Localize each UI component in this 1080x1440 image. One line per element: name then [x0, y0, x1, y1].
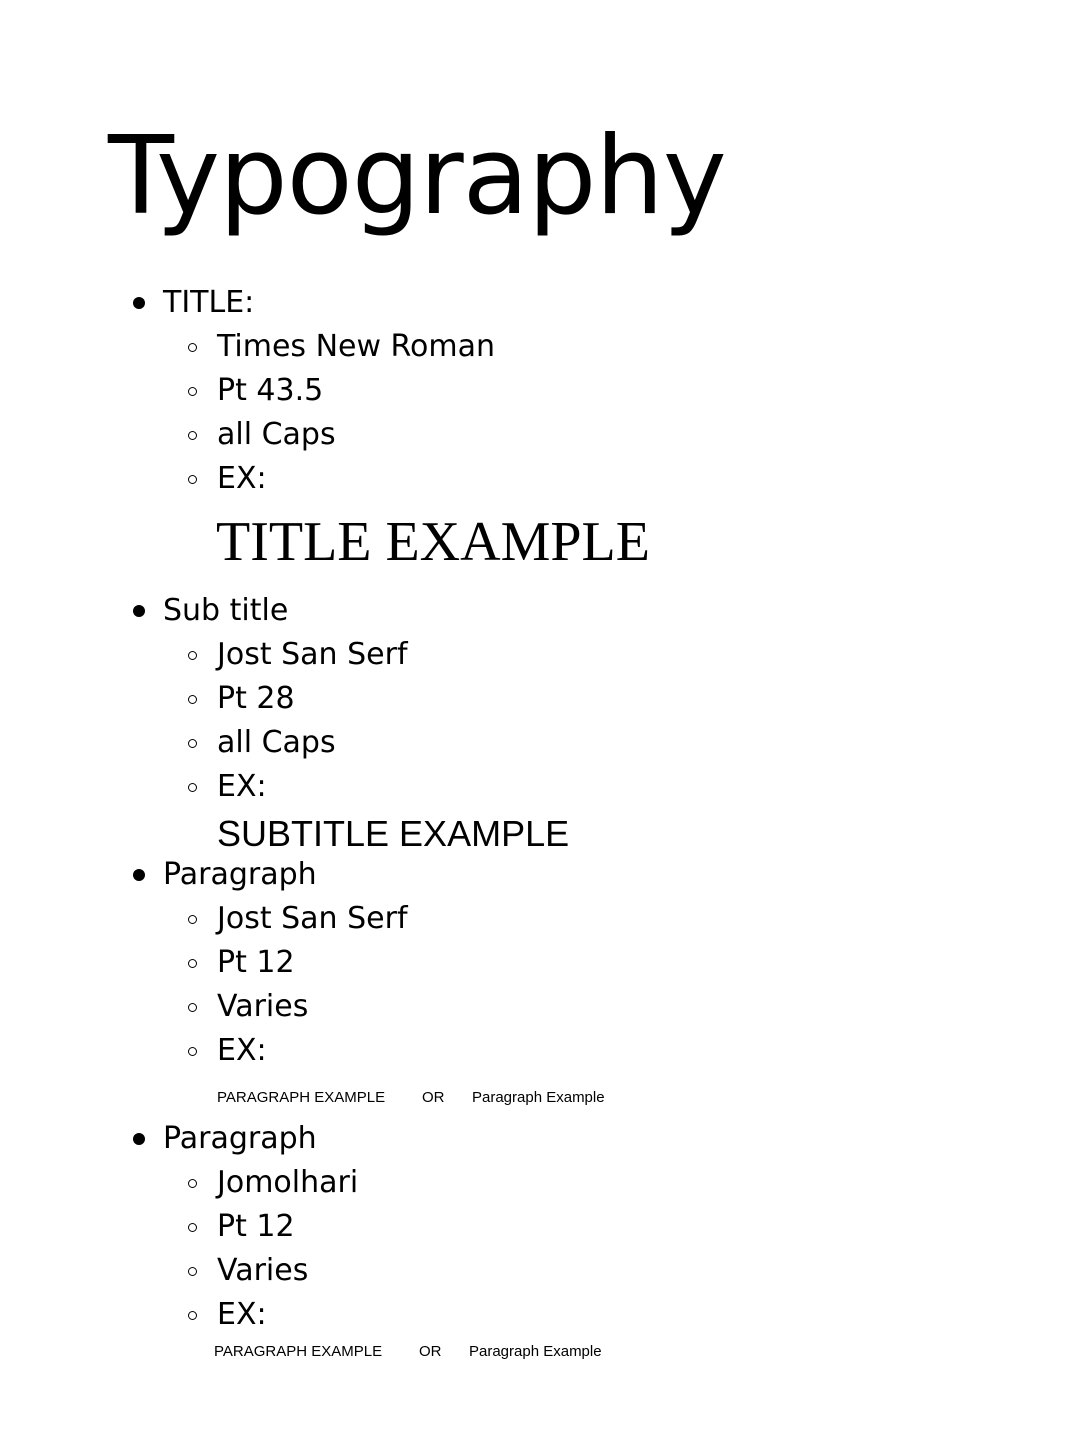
- list-item: Pt 43.5: [217, 373, 324, 408]
- list-item: EX:: [217, 1297, 267, 1332]
- paragraph-example-caps: PARAGRAPH EXAMPLE: [214, 1343, 383, 1360]
- list-item: all Caps: [217, 725, 336, 760]
- bullet-circle-icon: [188, 431, 197, 440]
- list-item: Pt 28: [217, 681, 295, 716]
- bullet-circle-icon: [188, 475, 197, 484]
- bullet-circle-icon: [188, 1179, 197, 1188]
- bullet-circle-icon: [188, 343, 197, 352]
- list-item: Jost San Serf: [217, 901, 408, 936]
- bullet-disc-icon: [133, 869, 145, 881]
- title-example: TITLE EXAMPLE: [216, 511, 650, 573]
- paragraph-example-caps: PARAGRAPH EXAMPLE: [217, 1089, 386, 1106]
- bullet-circle-icon: [188, 651, 197, 660]
- bullet-circle-icon: [188, 1003, 197, 1012]
- list-item: Times New Roman: [217, 329, 496, 364]
- list-item: Varies: [217, 1253, 309, 1288]
- paragraph-example-or: OR: [419, 1343, 442, 1360]
- list-item: all Caps: [217, 417, 336, 452]
- bullet-disc-icon: [133, 605, 145, 617]
- bullet-circle-icon: [188, 387, 197, 396]
- bullet-circle-icon: [188, 959, 197, 968]
- page-title: Typography: [108, 114, 726, 239]
- list-item: Jomolhari: [217, 1165, 359, 1200]
- list-item: Pt 12: [217, 1209, 295, 1244]
- paragraph-example-mixed: Paragraph Example: [472, 1089, 605, 1106]
- bullet-circle-icon: [188, 739, 197, 748]
- paragraph-example-or: OR: [422, 1089, 445, 1106]
- list-item: EX:: [217, 769, 267, 804]
- list-item: EX:: [217, 1033, 267, 1068]
- bullet-disc-icon: [133, 297, 145, 309]
- subtitle-example: SUBTITLE EXAMPLE: [217, 813, 570, 854]
- list-item: EX:: [217, 461, 267, 496]
- bullet-circle-icon: [188, 1267, 197, 1276]
- bullet-circle-icon: [188, 1311, 197, 1320]
- bullet-circle-icon: [188, 783, 197, 792]
- section-heading-paragraph: Paragraph: [163, 857, 317, 892]
- section-heading-title: TITLE:: [163, 285, 255, 320]
- bullet-circle-icon: [188, 915, 197, 924]
- bullet-circle-icon: [188, 1047, 197, 1056]
- bullet-disc-icon: [133, 1133, 145, 1145]
- bullet-circle-icon: [188, 695, 197, 704]
- list-item: Jost San Serf: [217, 637, 408, 672]
- section-heading-subtitle: Sub title: [163, 593, 289, 628]
- section-heading-paragraph-2: Paragraph: [163, 1121, 317, 1156]
- bullet-circle-icon: [188, 1223, 197, 1232]
- list-item: Varies: [217, 989, 309, 1024]
- paragraph-example-mixed: Paragraph Example: [469, 1343, 602, 1360]
- list-item: Pt 12: [217, 945, 295, 980]
